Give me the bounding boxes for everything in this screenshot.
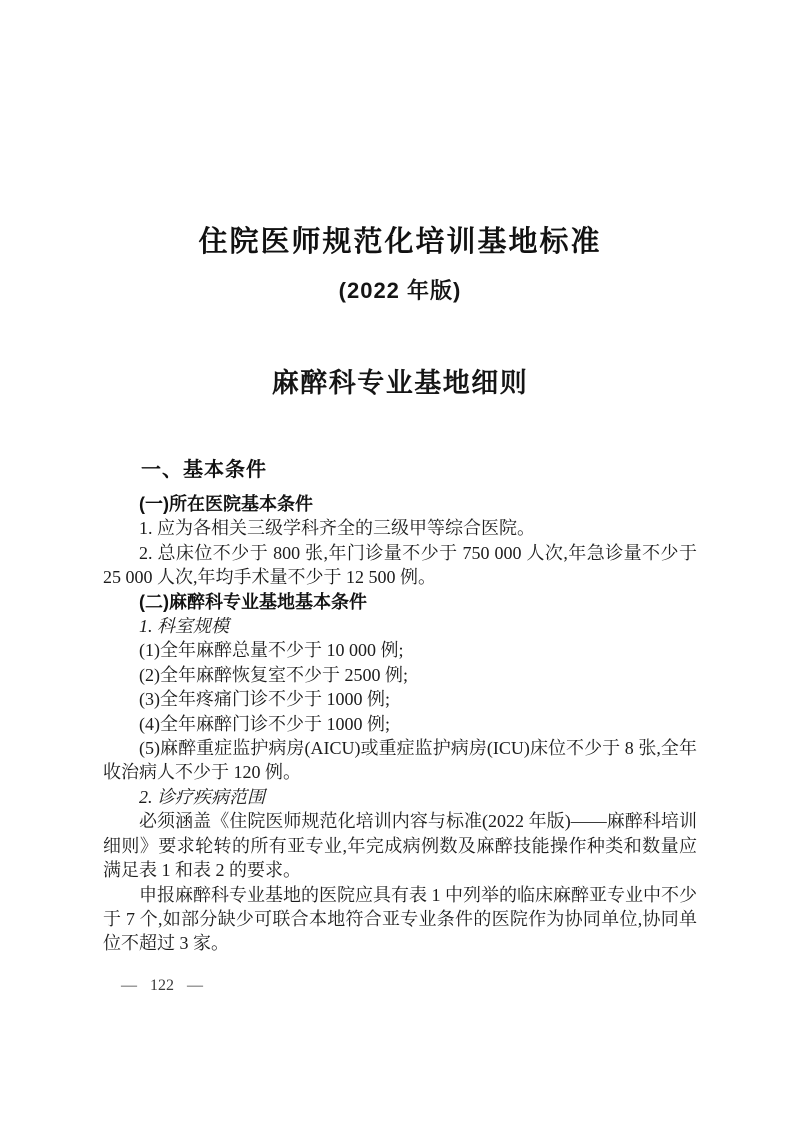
paragraph: (2)全年麻醉恢复室不少于 2500 例; [139,664,408,685]
paragraph: (4)全年麻醉门诊不少于 1000 例; [139,713,390,734]
paragraph: 2. 诊疗疾病范围 [139,786,265,807]
footer-left-dash: — [121,977,137,994]
section-heading: 一、基本条件 [141,459,267,481]
paragraph: 1. 科室规模 [139,616,229,637]
page-footer [121,977,203,995]
document-body [103,457,697,956]
paragraph: 申报麻醉科专业基地的医院应具有表 1 中列举的临床麻醉亚专业中不少于 7 个,如部分缺少可联合本地符合亚专业条件的医院作为协同单位,协同单位不超过 3 家。 [103,884,697,954]
paragraph: 必须涵盖《住院医师规范化培训内容与标准(2022 年版)——麻醉科培训细则》要求轮转的所有亚专业,年完成病例数及麻醉技能操作种类和数量应满足表 1 和表 2 的要求。 [103,811,697,881]
paragraph: (5)麻醉重症监护病房(AICU)或重症监护病房(ICU)床位不少于 8 张,全年收治病人不少于 120 例。 [103,738,697,783]
paragraph: (1)全年麻醉总量不少于 10 000 例; [139,640,404,661]
paragraph: (3)全年疼痛门诊不少于 1000 例; [139,689,390,710]
page-number: 122 [150,977,174,994]
document-edition: (2022 年版) [338,278,462,303]
footer-right-dash: — [187,977,203,994]
paragraph: 1. 应为各相关三级学科齐全的三级甲等综合医院。 [139,518,535,539]
paragraph: (一)所在医院基本条件 [139,494,313,514]
section-title: 麻醉科专业基地细则 [271,368,529,398]
document-title: 住院医师规范化培训基地标准 [198,226,602,258]
paragraph: 2. 总床位不少于 800 张,年门诊量不少于 750 000 人次,年急诊量不少于 25 000 人次,年均手术量不少于 12 500 例。 [103,542,697,588]
paragraph: (二)麻醉科专业基地基本条件 [139,591,367,612]
